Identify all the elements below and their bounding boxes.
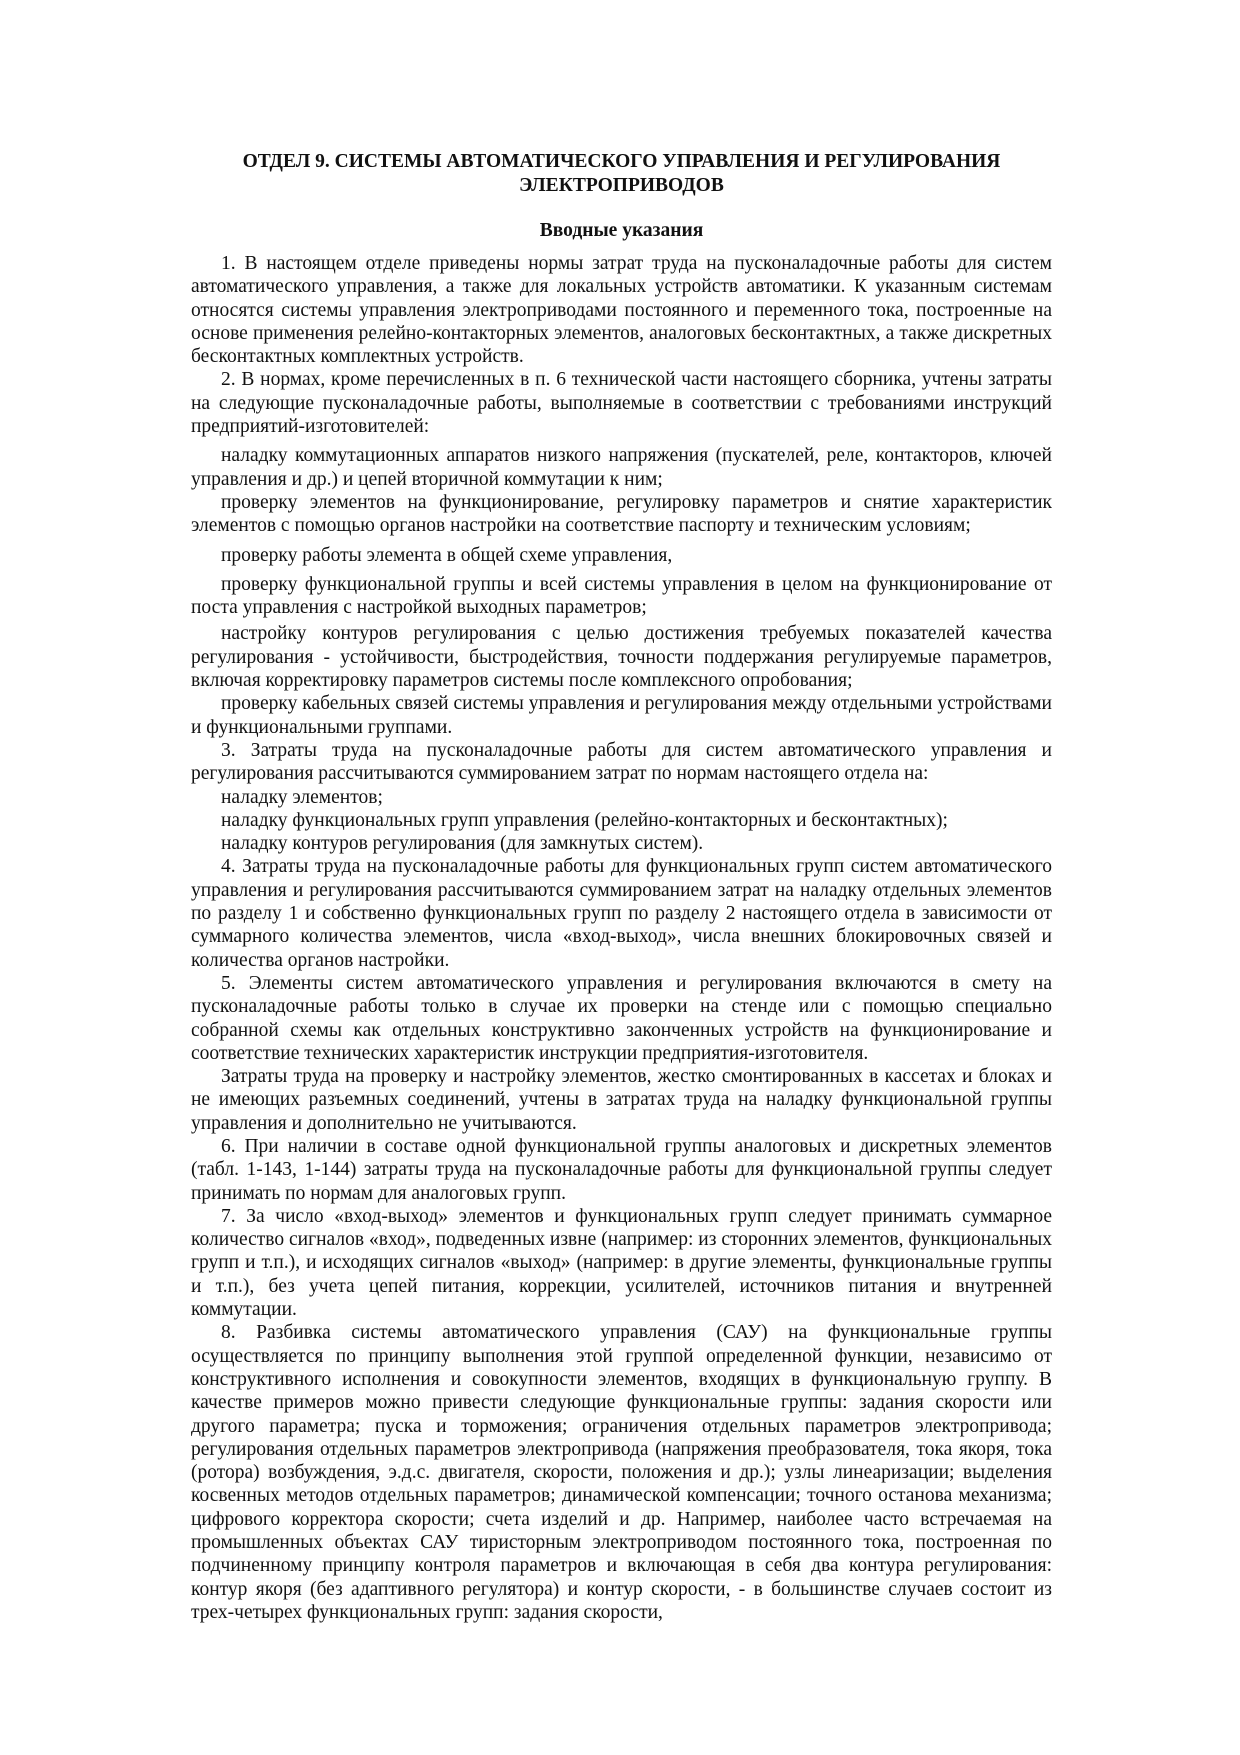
list-item-check-elements: проверку элементов на функционирование, регулировку параметров и снятие характеристик элементов с помощью органов настройки на соответствие паспорту и техническим условиям; (191, 491, 1052, 537)
paragraph-5-continued: Затраты труда на проверку и настройку элементов, жестко смонтированных в кассетах и блоках и не имеющих разъемных соединений, учтены в затратах труда на наладку функциональной группы управления и дополнительно не учитываются. (191, 1066, 1052, 1134)
paragraph-4: 4. Затраты труда на пусконаладочные работы для функциональных групп систем автоматического управления и регулирования рассчитываются суммированием затрат на наладку отдельных элементов по разделу 1 и собственно функциональных групп по разделу 2 настоящего отдела в зависимости от суммарного количества элементов, числа «вход-выход», числа внешних блокировочных связей и количества органов настройки. (191, 856, 1052, 971)
paragraph-2: 2. В нормах, кроме перечисленных в п. 6 технической части настоящего сборника, учтены затраты на следующие пусконаладочные работы, выполняемые в соответствии с требованиями инструкций предприятий-изготовителей: (191, 369, 1052, 438)
paragraph-6: 6. При наличии в составе одной функциональной группы аналоговых и дискретных элементов (табл. 1-143, 1-144) затраты труда на пусконаладочные работы для функциональной группы следует принимать по нормам для аналоговых групп. (191, 1135, 1052, 1204)
list-item-setup-groups: наладку функциональных групп управления (релейно-контакторных и бесконтактных); (221, 809, 948, 831)
paragraph-7: 7. За число «вход-выход» элементов и функциональных групп следует принимать суммарное количество сигналов «вход», подведенных извне (например: из сторонних элементов, функциональных групп и т.п.), и исходящих сигналов «выход» (например: в другие элементы, функциональные группы и т.п.), без учета цепей питания, коррекции, усилителей, источников питания и внутренней коммутации. (191, 1205, 1052, 1321)
list-item-check-cables: проверку кабельных связей системы управления и регулирования между отдельными устройствами и функциональными группами. (191, 693, 1052, 738)
list-item-setup-elements: наладку элементов; (221, 786, 383, 808)
list-item-check-element-circuit: проверку работы элемента в общей схеме управления, (221, 544, 673, 566)
paragraph-8: 8. Разбивка системы автоматического управления (САУ) на функциональные группы осуществляется по принципу выполнения этой группой определенной функции, независимо от конструктивного исполнения и совокупности элементов, входящих в функциональную группу. В качестве примеров можно привести следующие функциональные группы: задания скорости или другого параметра; пуска и торможения; ограничения отдельных параметров электропривода; регулирования отдельных параметров электропривода (напряжения преобразователя, тока якоря, тока (ротора) возбуждения, э.д.с. двигателя, скорости, положения и др.); узлы линеаризации; выделения косвенных методов отдельных параметров; динамической компенсации; точного останова механизма; цифрового корректора скорости; счета изделий и др. Например, наиболее часто встречаемая на промышленных объектах САУ тиристорным электроприводом постоянного тока, построенная по подчиненному принципу контроля параметров и включающая в себя два контура регулирования: контур якоря (без адаптивного регулятора) и контур скорости, - в большинстве случаев состоит из трех-четырех функциональных групп: задания скорости, (191, 1322, 1052, 1623)
list-item-tuning-loops: настройку контуров регулирования с целью достижения требуемых показателей качества регулирования - устойчивости, быстродействия, точности поддержания регулируемые параметров, включая корректировку параметров системы после комплексного опробования; (191, 623, 1052, 692)
section-heading: Вводные указания (539, 220, 704, 241)
paragraph-3: 3. Затраты труда на пусконаладочные работы для систем автоматического управления и регулирования рассчитываются суммированием затрат по нормам настоящего отдела на: (191, 739, 1052, 785)
paragraph-1: 1. В настоящем отделе приведены нормы затрат труда на пусконаладочные работы для систем автоматического управления, а также для локальных устройств автоматики. К указанным системам относятся системы управления электроприводами постоянного и переменного тока, построенные на основе применения релейно-контакторных элементов, аналоговых бесконтактных, а также дискретных бесконтактных комплектных устройств. (191, 253, 1052, 368)
list-item-setup-switching: наладку коммутационных аппаратов низкого напряжения (пускателей, реле, контакторов, ключей управления и др.) и цепей вторичной коммутации к ним; (191, 445, 1052, 490)
document-title: ОТДЕЛ 9. СИСТЕМЫ АВТОМАТИЧЕСКОГО УПРАВЛЕНИЯ И РЕГУЛИРОВАНИЯ ЭЛЕКТРОПРИВОДОВ (242, 151, 1001, 196)
document-page (191, 150, 1052, 1624)
list-item-check-functional-group: проверку функциональной группы и всей системы управления в целом на функционирование от поста управления с настройкой выходных параметров; (191, 573, 1052, 619)
paragraph-5: 5. Элементы систем автоматического управления и регулирования включаются в смету на пусконаладочные работы только в случае их проверки на стенде или с помощью специально собранной схемы как отдельных конструктивно законченных устройств на функционирование и соответствие технических характеристик инструкции предприятия-изготовителя. (191, 972, 1052, 1064)
list-item-setup-loops: наладку контуров регулирования (для замкнутых систем). (221, 833, 704, 855)
